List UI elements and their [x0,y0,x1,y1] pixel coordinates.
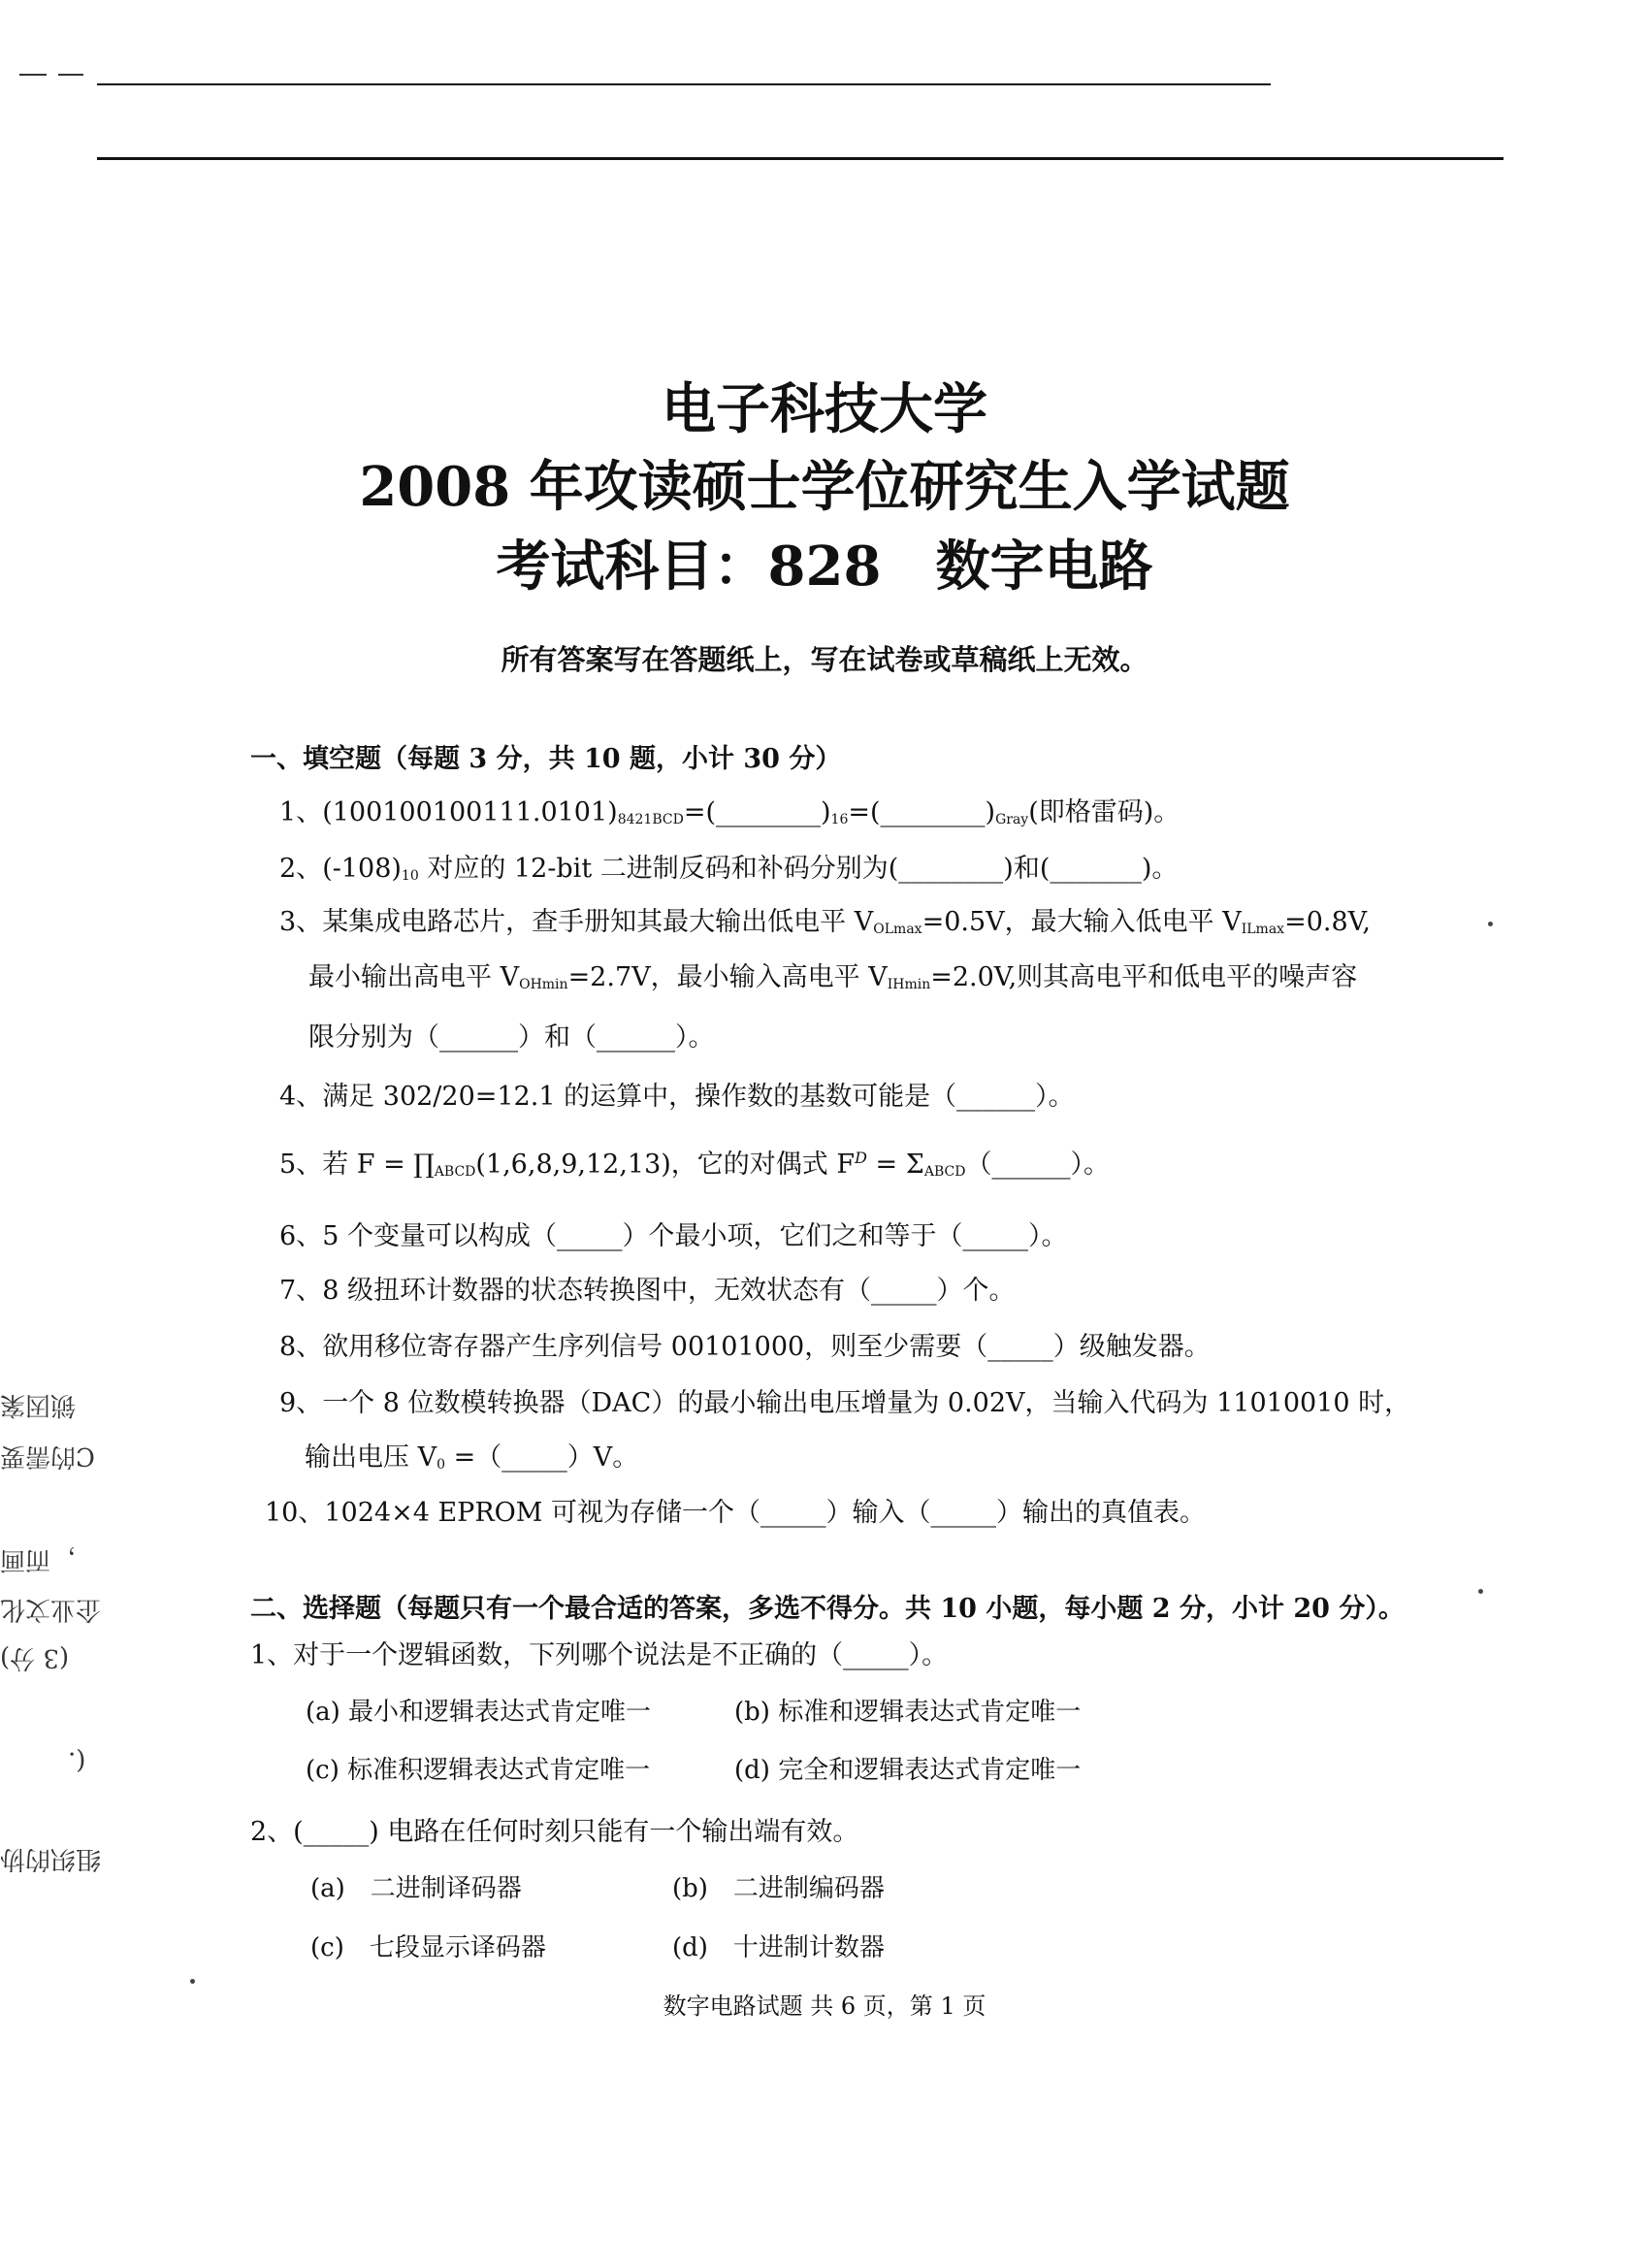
bleed-through-text: ，而画 [0,1545,77,1574]
exam-title: 2008 年攻读硕士学位研究生入学试题 [359,455,1290,519]
question-1-6: 6、5 个变量可以构成（_____）个最小项，它们之和等于（_____）。 [279,1221,1068,1251]
option-2-2-d: (d) 十进制计数器 [672,1933,885,1962]
subject-title: 考试科目：828 数字电路 [496,535,1153,599]
top-rule-1 [97,83,1271,85]
q-number: 3、 [279,907,323,937]
bleed-through-text: 锁因案 [0,1390,77,1419]
question-1-9-line2: 输出电压 $V_0$ =（_____）V。 [305,1442,639,1473]
page-footer: 数字电路试题 共 6 页，第 1 页 [663,1993,986,2020]
question-2-1: 1、对于一个逻辑函数，下列哪个说法是不正确的（_____）。 [250,1640,949,1670]
question-1-10: 10、1024×4 EPROM 可视为存储一个（_____）输入（_____）输出的真值表。 [265,1498,1207,1528]
q-number: 1、 [279,797,323,827]
bleed-through-text: (. [68,1746,86,1775]
option-2-2-c: (c) 七段显示译码器 [310,1933,546,1962]
top-dash-1 [19,74,47,76]
q-number: 2、 [279,854,323,884]
question-1-7: 7、8 级扭环计数器的状态转换图中，无效状态有（_____）个。 [279,1276,1016,1306]
q-number: 9、 [279,1388,323,1418]
question-1-2: 2、$(-108)_{10}$ 对应的 12-bit 二进制反码和补码分别为(________)和(_______)。 [279,854,1179,884]
top-rule-2 [97,157,1504,160]
question-2-2: 2、(_____) 电路在任何时刻只能有一个输出端有效。 [250,1817,859,1847]
question-1-4: 4、满足 302/20=12.1 的运算中，操作数的基数可能是（______）。 [279,1082,1075,1112]
q-number: 5、 [279,1150,323,1180]
bleed-through-text: C的需要 [0,1442,95,1471]
option-2-1-a: (a) 最小和逻辑表达式肯定唯一 [306,1698,652,1727]
option-2-1-c: (c) 标准积逻辑表达式肯定唯一 [306,1756,651,1785]
option-2-2-b: (b) 二进制编码器 [672,1874,885,1903]
question-1-9: 9、一个 8 位数模转换器（DAC）的最小输出电压增量为 0.02V，当输入代码为 11010010 时， [279,1388,1411,1418]
option-2-1-b: (b) 标准和逻辑表达式肯定唯一 [734,1698,1082,1727]
top-dash-2 [58,74,83,76]
q-number: 10、 [265,1498,325,1528]
question-1-5: 5、若 $F = \prod_{ABCD}(1,6,8,9,12,13)$，它的对偶式 $F^D$ = $\Sigma_{ABCD}(\_\_\_\_\_\_)$。 [279,1149,1110,1180]
question-1-3: 3、某集成电路芯片，查手册知其最大输出低电平 $V_{OLmax}=0.5V$，最大输入低电平 $V_{ILmax}=0.8V$, [279,907,1372,937]
scan-speck [190,1979,195,1984]
question-1-3-line3: 限分别为（______）和（______）。 [308,1022,715,1053]
bleed-through-text: 组织的协 [0,1844,102,1873]
q-number: 7、 [279,1276,323,1306]
q-number: 8、 [279,1332,323,1362]
option-2-1-d: (d) 完全和逻辑表达式肯定唯一 [734,1756,1082,1785]
section1-heading: 一、填空题（每题 3 分，共 10 题，小计 30 分） [250,744,842,774]
answer-notice: 所有答案写在答题纸上，写在试卷或草稿纸上无效。 [501,643,1148,676]
scan-speck [1488,922,1493,926]
option-2-2-a: (a) 二进制译码器 [310,1874,522,1903]
scan-speck [1478,1589,1483,1594]
bleed-through-text: (3 分) [0,1643,70,1672]
q-number: 4、 [279,1082,323,1112]
section2-heading: 二、选择题（每题只有一个最合适的答案，多选不得分。共 10 小题，每小题 2 分，小计 20 分）。 [250,1594,1405,1624]
bleed-through-text: 企业文化 [0,1595,102,1624]
question-1-1: 1、$(100100100111.0101)_{8421BCD}=(\_\_\_\_\_\_\_\_)_{16}=(\_\_\_\_\_\_\_\_)_{Gray}$(即格雷码)。 [279,797,1180,827]
question-1-8: 8、欲用移位寄存器产生序列信号 00101000，则至少需要（_____）级触发器。 [279,1332,1211,1362]
question-1-3-line2: 最小输出高电平 $V_{OHmin}=2.7V$，最小输入高电平 $V_{IHmin}=2.0V$,则其高电平和低电平的噪声容 [308,962,1358,992]
university-title: 电子科技大学 [662,377,987,441]
q-number: 6、 [279,1221,323,1251]
